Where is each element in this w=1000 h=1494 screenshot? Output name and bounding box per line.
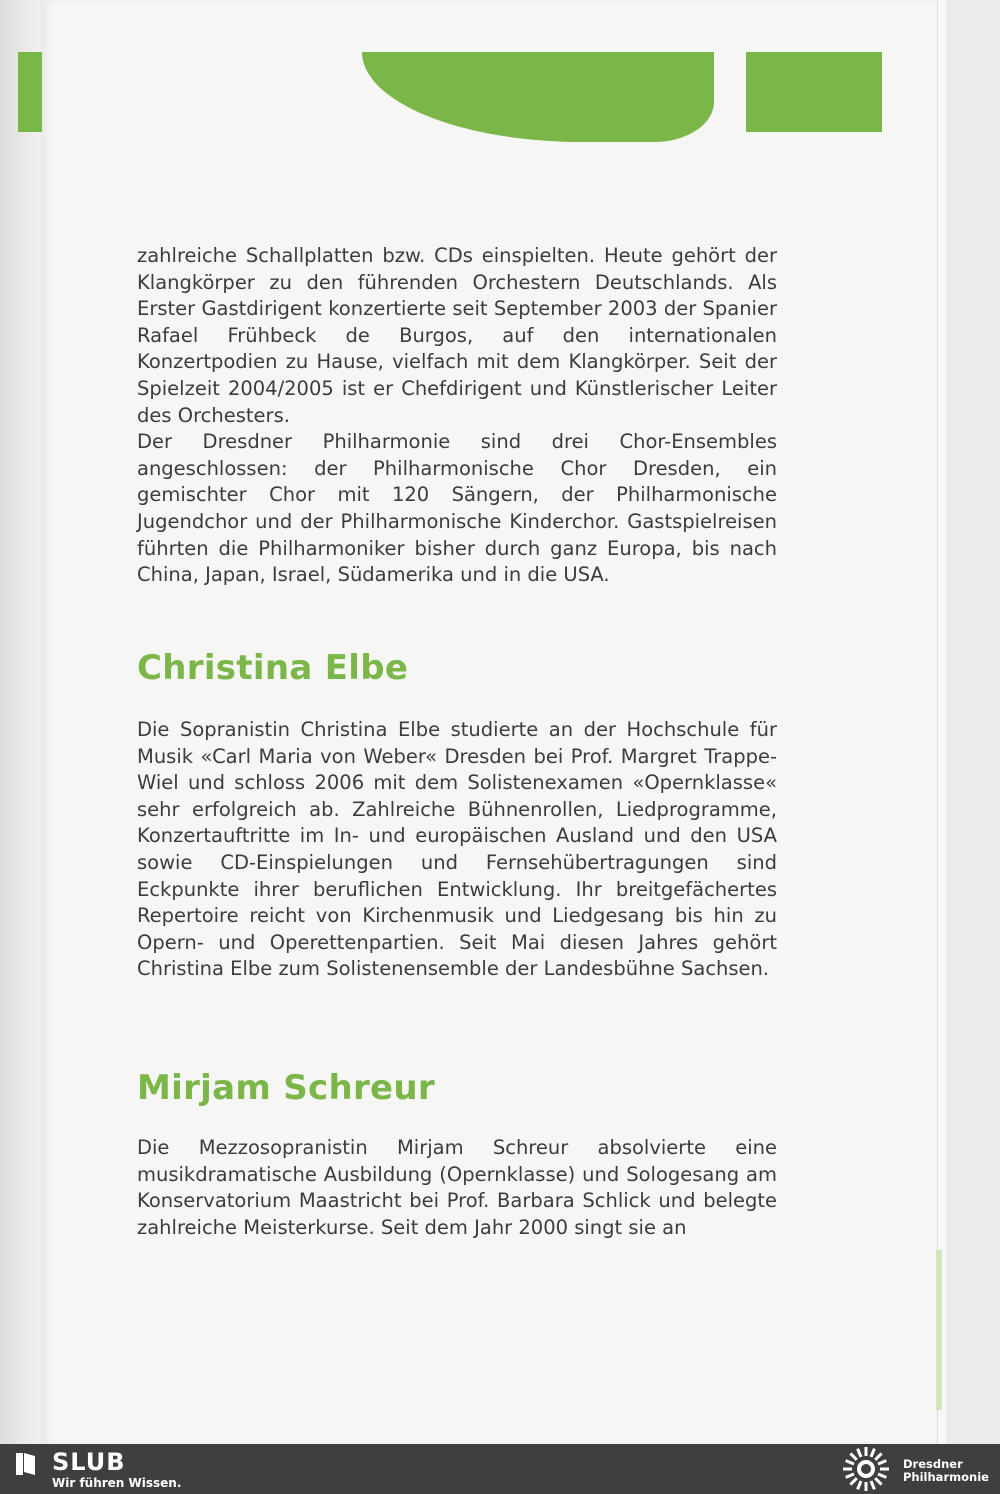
christina-elbe-text — [137, 717, 777, 983]
green-edge-strip — [936, 1250, 942, 1410]
previous-page-edge — [0, 0, 40, 1444]
intro-text — [137, 243, 777, 589]
christina-elbe-paragraph: Die Sopranistin Christina Elbe studierte an der Hochschule für Musik «Carl Maria von Weber« Dresden bei Prof. Margret Trappe-Wiel und schloss 2006 mit dem Solistenexamen «Opernklasse« sehr erfolgreich ab. Zahlreiche Bühnenrollen, Liedprogramme, Konzertauftritte im In- und europäischen Ausland und den USA sowie CD-Einspielungen und Fernsehübertragungen sind Eckpunkte ihrer beruflichen Entwicklung. Ihr breitgefächertes Repertoire reicht von Kirchenmusik und Liedgesang bis hin zu Opern- und Operettenpartien. Seit Mai diesen Jahres gehört Christina Elbe zum Solistenensemble der Landesbühne Sachsen. — [137, 718, 777, 981]
dp-line-1: Dresdner — [903, 1457, 963, 1471]
dresdner-philharmonie-logo-icon — [842, 1446, 890, 1492]
mirjam-schreur-text — [137, 1135, 777, 1241]
dp-line-2: Philharmonie — [903, 1470, 989, 1484]
heading-christina-elbe: Christina Elbe — [137, 648, 409, 688]
intro-paragraph-2: Der Dresdner Philharmonie sind drei Chor-Ensembles angeschlossen: der Philharmonische Chor Dresden, ein gemischter Chor mit 120 Sängern, der Philharmonische Jugendchor und der Philharmonische Kinderchor. Gastspielreisen führten die Philharmoniker bisher durch ganz Europa, bis nach China, Japan, Israel, Südamerika und in die USA. — [137, 430, 777, 587]
mirjam-schreur-paragraph: Die Mezzosopranistin Mirjam Schreur absolvierte eine musikdramatische Ausbildung (Opernklasse) und Sologesang am Konservatorium Maastricht bei Prof. Barbara Schlick und belegte zahlreiche Meisterkurse. Seit dem Jahr 2000 singt sie an — [137, 1136, 777, 1239]
slub-tagline: Wir führen Wissen. — [52, 1476, 182, 1490]
next-page-edge — [937, 0, 946, 1444]
dresdner-philharmonie-logo-text[interactable] — [903, 1458, 989, 1484]
green-block-shape — [746, 52, 882, 132]
green-decor-left — [18, 52, 42, 132]
slub-book-icon — [14, 1452, 36, 1476]
intro-paragraph-1: zahlreiche Schallplatten bzw. CDs einspielten. Heute gehört der Klangkörper zu den führenden Orchestern Deutschlands. Als Erster Gastdirigent konzertierte seit September 2003 der Spanier Rafael Frühbeck de Burgos, auf den internationalen Konzertpodien zu Hause, vielfach mit dem Klangkörper. Seit der Spielzeit 2004/2005 ist er Chefdirigent und Künstlerischer Leiter des Orchesters. — [137, 244, 777, 427]
slub-logo-text[interactable]: SLUB — [52, 1448, 126, 1476]
footer-bar — [0, 1444, 1000, 1494]
heading-mirjam-schreur: Mirjam Schreur — [137, 1068, 435, 1108]
